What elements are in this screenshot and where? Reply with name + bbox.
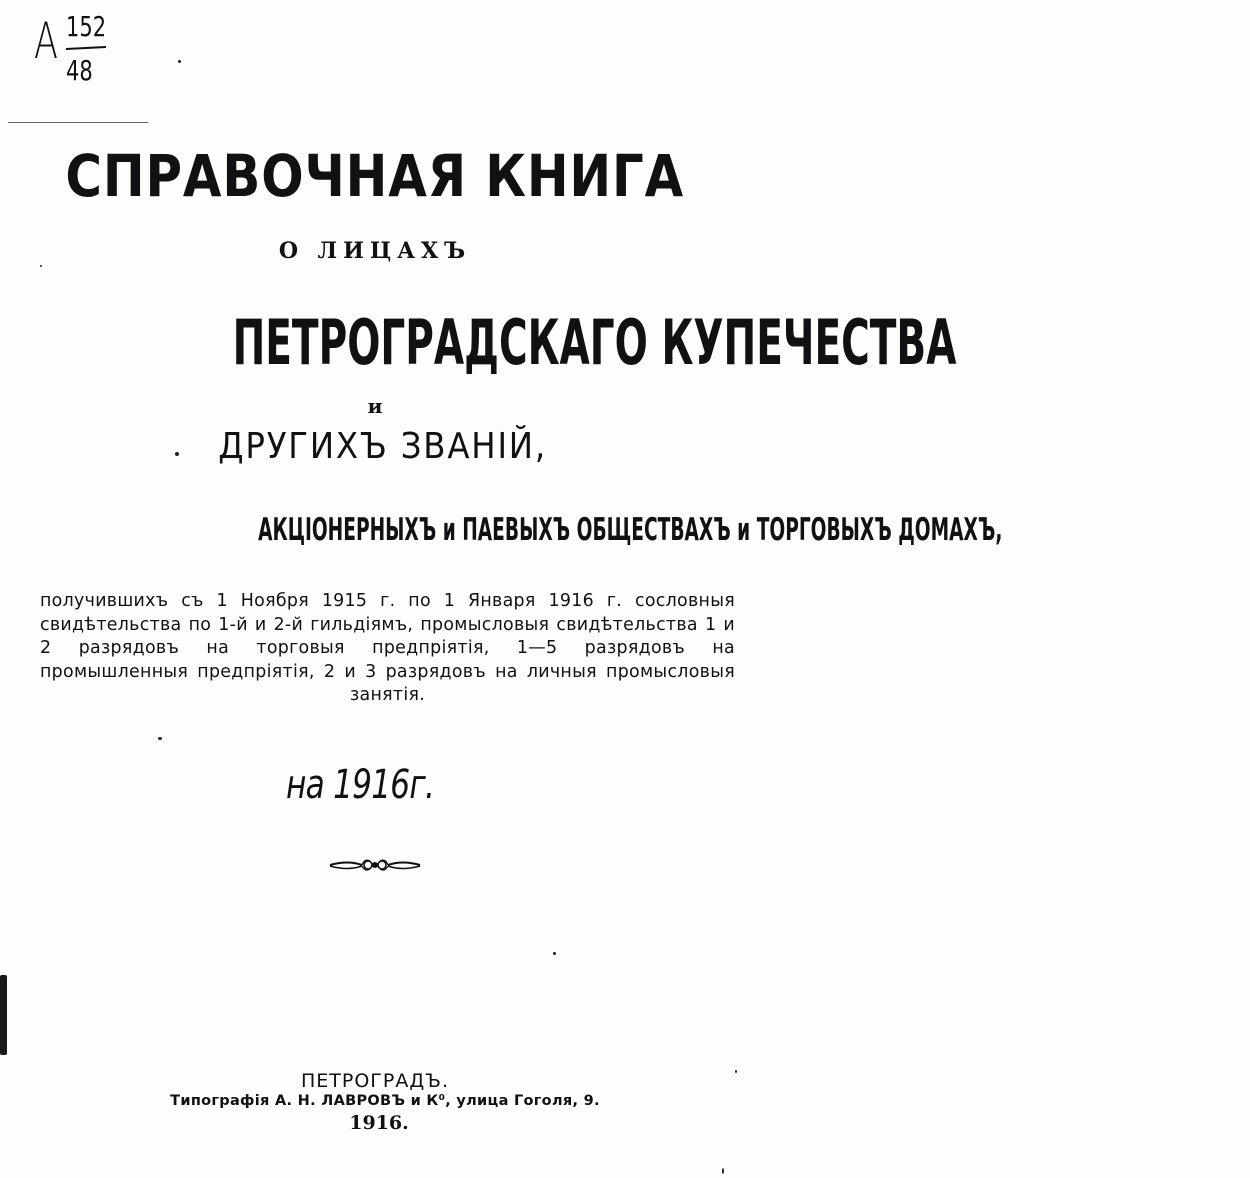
shelf-mark-divider bbox=[66, 46, 106, 50]
page-edge-shadow bbox=[0, 975, 7, 1055]
speck bbox=[553, 952, 556, 955]
title-other-ranks: ДРУГИХЪ ЗВАНІЙ, bbox=[218, 426, 548, 467]
description-paragraph: получившихъ съ 1 Ноября 1915 г. по 1 Января 1916 г. сословныя свидѣтельства по 1-й и 2-й гильдіямъ, промысловыя свидѣтельства 1 и 2 разрядовъ на торговыя предпріятія, 1—5 разрядовъ на промышленныя предпріятія, 2 и 3 разрядовъ на личныя промысловыя занятія. bbox=[40, 591, 735, 705]
shelf-mark bbox=[28, 4, 118, 94]
shelf-mark-number-bottom: 48 bbox=[66, 54, 93, 87]
handwritten-note: на 1916г. bbox=[286, 762, 435, 808]
speck bbox=[158, 737, 162, 740]
imprint-city: ПЕТРОГРАДЪ. bbox=[300, 1070, 450, 1092]
book-title: СПРАВОЧНАЯ КНИГА bbox=[65, 142, 685, 210]
shelf-mark-number-top: 152 bbox=[66, 10, 107, 43]
shelf-mark-letter: А bbox=[34, 12, 58, 70]
title-subline: О ЛИЦАХЪ bbox=[278, 238, 472, 264]
imprint-printer: Типографія А. Н. ЛАВРОВЪ и К⁰, улица Гоголя, 9. bbox=[170, 1093, 600, 1109]
speck bbox=[178, 60, 181, 63]
imprint-year: 1916. bbox=[349, 1112, 409, 1134]
title-societies: АКЦІОНЕРНЫХЪ и ПАЕВЫХЪ ОБЩЕСТВАХЪ и ТОРГОВЫХЪ ДОМАХЪ, bbox=[258, 512, 1003, 548]
title-merchants: ПЕТРОГРАДСКАГО КУПЕЧЕСТВА bbox=[232, 306, 957, 379]
speck bbox=[175, 452, 179, 456]
speck bbox=[40, 265, 42, 267]
speck bbox=[722, 1168, 724, 1174]
title-conjunction: и bbox=[367, 394, 383, 418]
ornament-icon bbox=[328, 852, 422, 878]
speck bbox=[735, 1070, 737, 1073]
top-rule bbox=[8, 122, 148, 123]
